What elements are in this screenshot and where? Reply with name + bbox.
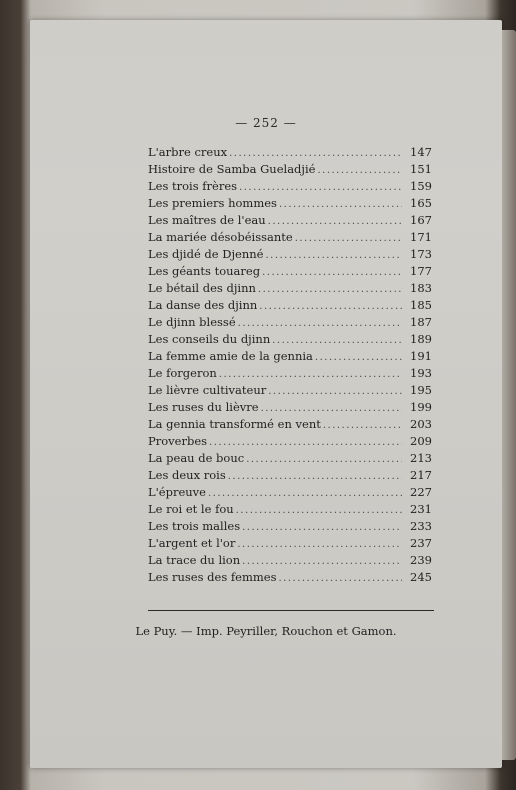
toc-title: Les maîtres de l'eau: [148, 213, 266, 227]
table-of-contents: [148, 144, 432, 586]
toc-page: 185: [410, 298, 432, 312]
toc-page: 183: [410, 281, 432, 295]
toc-row: [148, 297, 432, 314]
toc-page: 177: [410, 264, 432, 278]
horizontal-rule: [148, 610, 434, 611]
toc-title: La danse des djinn: [148, 298, 258, 312]
toc-title: Les géants touareg: [148, 264, 261, 278]
toc-title: L'argent et l'or: [148, 536, 236, 550]
toc-row: [148, 246, 432, 263]
toc-leader: [265, 247, 402, 263]
toc-page: 167: [410, 213, 432, 227]
printer-imprint: Le Puy. — Imp. Peyriller, Rouchon et Gamon.: [135, 624, 397, 638]
toc-leader: [279, 196, 402, 212]
toc-row: [148, 569, 432, 586]
toc-row: [148, 433, 432, 450]
toc-title: Proverbes: [148, 434, 208, 448]
toc-row: [148, 552, 432, 569]
toc-title: La gennia transformé en vent: [148, 417, 321, 431]
toc-leader: [246, 451, 402, 467]
toc-page: 195: [410, 383, 432, 397]
toc-title: Les conseils du djinn: [148, 332, 271, 346]
toc-title: Le djinn blessé: [148, 315, 236, 329]
toc-title: Le roi et le fou: [148, 502, 234, 516]
toc-page: 189: [410, 332, 432, 346]
toc-row: [148, 314, 432, 331]
toc-row: [148, 263, 432, 280]
toc-page: 231: [410, 502, 432, 516]
toc-title: Les deux rois: [148, 468, 226, 482]
book-page: [30, 20, 502, 768]
toc-page: 151: [410, 162, 432, 176]
toc-leader: [259, 298, 402, 314]
toc-page: 245: [410, 570, 432, 584]
toc-row: [148, 484, 432, 501]
toc-row: [148, 501, 432, 518]
toc-leader: [323, 417, 402, 433]
toc-row: [148, 161, 432, 178]
toc-row: [148, 348, 432, 365]
toc-title: Les trois frères: [148, 179, 238, 193]
toc-page: 147: [410, 145, 432, 159]
toc-leader: [238, 315, 402, 331]
toc-page: 233: [410, 519, 432, 533]
toc-leader: [209, 434, 402, 450]
toc-page: 227: [410, 485, 432, 499]
toc-title: Le bétail des djinn: [148, 281, 256, 295]
toc-leader: [317, 162, 402, 178]
toc-row: [148, 416, 432, 433]
toc-leader: [208, 485, 402, 501]
toc-page: 193: [410, 366, 432, 380]
toc-title: Le forgeron: [148, 366, 217, 380]
toc-row: [148, 450, 432, 467]
toc-page: 239: [410, 553, 432, 567]
toc-leader: [229, 145, 402, 161]
toc-leader: [237, 536, 402, 552]
toc-leader: [242, 553, 402, 569]
toc-page: 217: [410, 468, 432, 482]
toc-row: [148, 365, 432, 382]
toc-title: Les premiers hommes: [148, 196, 277, 210]
toc-leader: [315, 349, 402, 365]
toc-leader: [278, 570, 402, 586]
toc-leader: [242, 519, 402, 535]
toc-row: [148, 178, 432, 195]
toc-leader: [236, 502, 402, 518]
toc-page: 171: [410, 230, 432, 244]
toc-title: Les djidé de Djenné: [148, 247, 264, 261]
toc-page: 187: [410, 315, 432, 329]
toc-row: [148, 280, 432, 297]
toc-page: 203: [410, 417, 432, 431]
toc-title: La mariée désobéissante: [148, 230, 293, 244]
toc-page: 237: [410, 536, 432, 550]
toc-title: La femme amie de la gennia: [148, 349, 313, 363]
toc-leader: [268, 213, 402, 229]
page-number: — 252 —: [235, 116, 297, 130]
toc-title: L'arbre creux: [148, 145, 228, 159]
toc-title: Les ruses des femmes: [148, 570, 277, 584]
toc-page: 209: [410, 434, 432, 448]
toc-page: 199: [410, 400, 432, 414]
toc-leader: [228, 468, 402, 484]
toc-row: [148, 518, 432, 535]
toc-page: 159: [410, 179, 432, 193]
toc-leader: [268, 383, 402, 399]
toc-leader: [272, 332, 402, 348]
toc-page: 213: [410, 451, 432, 465]
toc-leader: [219, 366, 402, 382]
toc-title: Histoire de Samba Gueladjié: [148, 162, 316, 176]
toc-title: Les ruses du lièvre: [148, 400, 259, 414]
toc-leader: [258, 281, 402, 297]
toc-row: [148, 382, 432, 399]
toc-title: Le lièvre cultivateur: [148, 383, 267, 397]
toc-title: Les trois malles: [148, 519, 241, 533]
toc-page: 173: [410, 247, 432, 261]
toc-title: L'épreuve: [148, 485, 206, 499]
toc-title: La trace du lion: [148, 553, 241, 567]
toc-leader: [261, 400, 402, 416]
toc-page: 191: [410, 349, 432, 363]
toc-leader: [239, 179, 402, 195]
toc-page: 165: [410, 196, 432, 210]
toc-row: [148, 195, 432, 212]
toc-leader: [262, 264, 402, 280]
toc-row: [148, 144, 432, 161]
toc-title: La peau de bouc: [148, 451, 245, 465]
toc-row: [148, 331, 432, 348]
toc-leader: [295, 230, 402, 246]
toc-row: [148, 229, 432, 246]
toc-row: [148, 399, 432, 416]
toc-row: [148, 535, 432, 552]
toc-row: [148, 467, 432, 484]
toc-row: [148, 212, 432, 229]
